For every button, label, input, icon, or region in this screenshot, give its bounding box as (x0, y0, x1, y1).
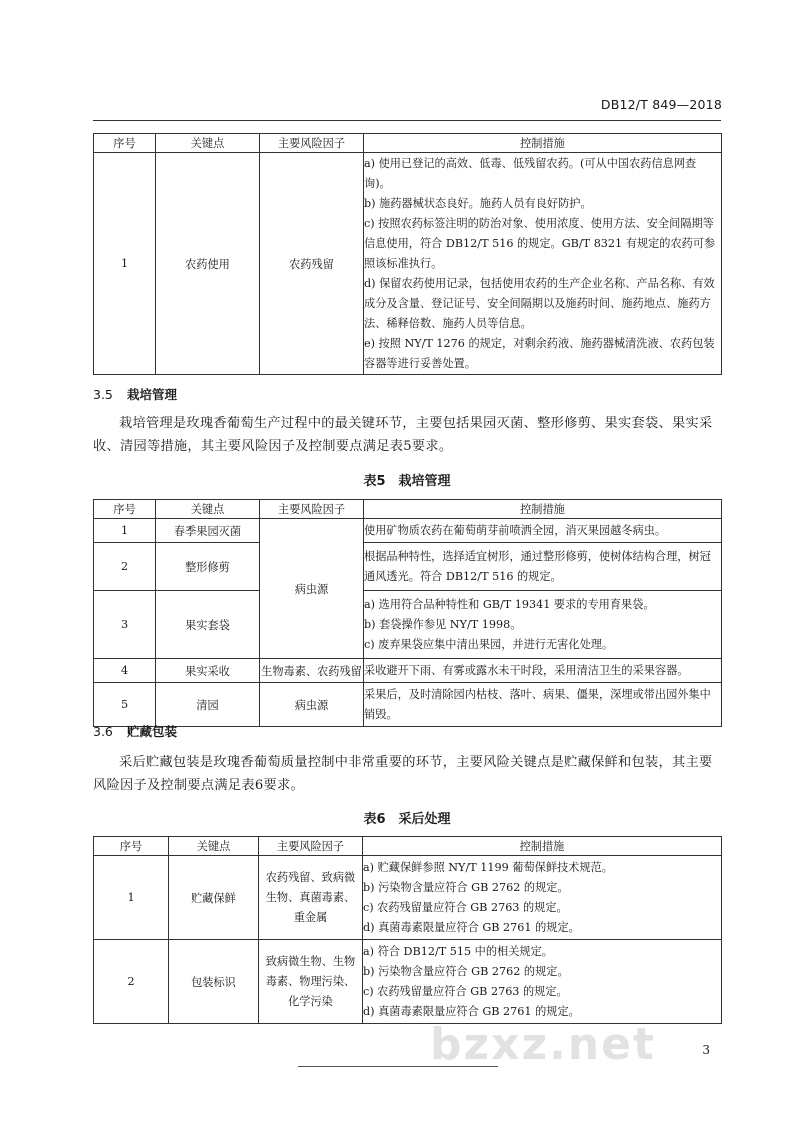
row-risk-factor: 生物毒素、农药残留 (260, 659, 364, 683)
measure-item: e) 按照 NY/T 1276 的规定，对剩余药液、施药器械清洗液、农药包装容器等进行妥善处置。 (364, 336, 715, 370)
table-row (94, 519, 722, 543)
section-title: 贮藏包装 (127, 724, 178, 739)
table6-header-row (94, 837, 722, 856)
table6 (93, 836, 722, 1024)
table4 (93, 133, 722, 375)
table4-header-row (94, 134, 722, 153)
row-no: 1 (94, 153, 156, 375)
row-no: 1 (94, 856, 169, 940)
measure-item: c) 农药残留量应符合 GB 2763 的规定。 (363, 900, 568, 914)
measure-item: d) 真菌毒素限量应符合 GB 2761 的规定。 (363, 920, 580, 934)
measure-item: b) 套袋操作参见 NY/T 1998。 (364, 617, 522, 631)
table-row (94, 591, 722, 659)
measure-item: c) 农药残留量应符合 GB 2763 的规定。 (363, 984, 568, 998)
row-measures (364, 543, 722, 591)
measure-item: b) 施药器械状态良好。施药人员有良好防护。 (364, 196, 592, 210)
header-control-measures: 控制措施 (364, 134, 722, 153)
row-no: 2 (94, 543, 156, 591)
measure-item: c) 按照农药标签注明的防治对象、使用浓度、使用方法、安全间隔期等信息使用，符合 DB12/T 516 的规定。GB/T 8321 有规定的农药可参照该标准执行。 (364, 216, 716, 270)
row-key-point: 农药使用 (156, 153, 260, 375)
row-measures (364, 153, 722, 375)
row-risk-factor: 病虫源 (260, 683, 364, 727)
row-measures (363, 856, 722, 940)
header-control-measures: 控制措施 (363, 837, 722, 856)
table-row (94, 659, 722, 683)
section-3-6-paragraph: 采后贮藏包装是玫瑰香葡萄质量控制中非常重要的环节，主要风险关键点是贮藏保鲜和包装，其主要风险因子及控制要点满足表6要求。 (93, 755, 713, 793)
measure-item: d) 保留农药使用记录，包括使用农药的生产企业名称、产品名称、有效成分及含量、登记证号、安全间隔期以及施药时间、施药地点、施药方法、稀释倍数、施药人员等信息。 (364, 276, 715, 330)
measure-item: 使用矿物质农药在葡萄萌芽前喷洒全园，消灭果园越冬病虫。 (364, 523, 667, 537)
header-risk-factor: 主要风险因子 (259, 837, 363, 856)
table5-caption: 表5 栽培管理 (363, 474, 451, 489)
header-rule (93, 120, 721, 121)
table-row (94, 683, 722, 727)
section-3-5-heading (93, 385, 177, 403)
row-no: 5 (94, 683, 156, 727)
measure-item: 根据品种特性，选择适宜树形，通过整形修剪，使树体结构合理，树冠通风透光。符合 DB12/T 516 的规定。 (364, 549, 711, 583)
table-row (94, 940, 722, 1024)
measure-item: b) 污染物含量应符合 GB 2762 的规定。 (363, 880, 569, 894)
row-no: 4 (94, 659, 156, 683)
measure-item: a) 使用已登记的高效、低毒、低残留农药。(可从中国农药信息网查询)。 (364, 156, 697, 190)
header-control-measures: 控制措施 (364, 500, 722, 519)
header-risk-factor: 主要风险因子 (260, 500, 364, 519)
row-key-point: 包装标识 (169, 940, 259, 1024)
table5-header-row (94, 500, 722, 519)
header-no: 序号 (94, 500, 156, 519)
document-code: DB12/T 849—2018 (600, 97, 722, 112)
row-measures (364, 519, 722, 543)
header-no: 序号 (94, 134, 156, 153)
header-key-point: 关键点 (169, 837, 259, 856)
table6-caption: 表6 采后处理 (363, 812, 451, 827)
measure-item: a) 贮藏保鲜参照 NY/T 1199 葡萄保鲜技术规范。 (363, 860, 613, 874)
row-risk-factor: 致病微生物、生物毒素、物理污染、化学污染 (259, 940, 363, 1024)
row-measures (364, 591, 722, 659)
measure-item: c) 废弃果袋应集中清出果园，并进行无害化处理。 (364, 637, 614, 651)
section-number: 3.5 (93, 387, 113, 402)
row-key-point: 春季果园灭菌 (156, 519, 260, 543)
header-key-point: 关键点 (156, 134, 260, 153)
header-no: 序号 (94, 837, 169, 856)
measure-item: d) 真菌毒素限量应符合 GB 2761 的规定。 (363, 1004, 580, 1018)
row-key-point: 整形修剪 (156, 543, 260, 591)
header-risk-factor: 主要风险因子 (260, 134, 364, 153)
table-row (94, 543, 722, 591)
row-key-point: 清园 (156, 683, 260, 727)
row-no: 1 (94, 519, 156, 543)
section-number: 3.6 (93, 724, 113, 739)
row-risk-factor-merged: 病虫源 (260, 519, 364, 659)
watermark: bzxz.net (430, 1019, 657, 1070)
measure-item: a) 选用符合品种特性和 GB/T 19341 要求的专用育果袋。 (364, 597, 655, 611)
table-row (94, 856, 722, 940)
row-key-point: 果实采收 (156, 659, 260, 683)
row-key-point: 贮藏保鲜 (169, 856, 259, 940)
row-measures (363, 940, 722, 1024)
header-key-point: 关键点 (156, 500, 260, 519)
measure-item: b) 污染物含量应符合 GB 2762 的规定。 (363, 964, 569, 978)
section-3-5-paragraph: 栽培管理是玫瑰香葡萄生产过程中的最关键环节，主要包括果园灭菌、整形修剪、果实套袋、果实采收、清园等措施，其主要风险因子及控制要点满足表5要求。 (93, 416, 713, 454)
row-no: 2 (94, 940, 169, 1024)
table-row (94, 153, 722, 375)
page-number: 3 (702, 1043, 710, 1057)
row-measures (364, 659, 722, 683)
section-3-6-heading (93, 722, 177, 740)
measure-item: 采收避开下雨、有雾或露水未干时段，采用清洁卫生的采果容器。 (364, 663, 689, 677)
row-risk-factor: 农药残留 (260, 153, 364, 375)
measure-item: a) 符合 DB12/T 515 中的相关规定。 (363, 944, 553, 958)
measure-item: 采果后，及时清除园内枯枝、落叶、病果、僵果，深埋或带出园外集中销毁。 (364, 687, 711, 721)
footer-rule (298, 1066, 498, 1067)
row-measures (364, 683, 722, 727)
row-risk-factor: 农药残留、致病微生物、真菌毒素、重金属 (259, 856, 363, 940)
row-key-point: 果实套袋 (156, 591, 260, 659)
row-no: 3 (94, 591, 156, 659)
table5 (93, 499, 722, 727)
section-title: 栽培管理 (127, 387, 178, 402)
